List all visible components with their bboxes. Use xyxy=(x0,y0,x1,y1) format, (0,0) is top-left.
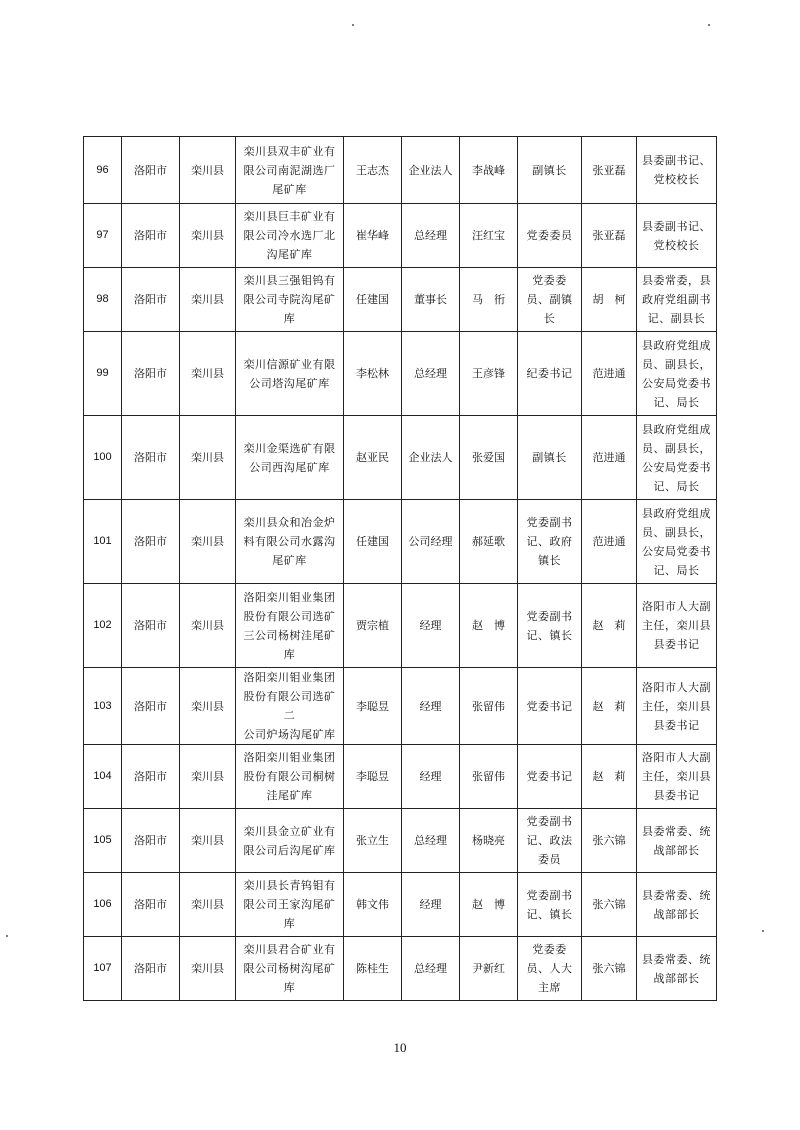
county-responsible-title: 县委常委、统 战部部长 xyxy=(637,937,717,1001)
county-responsible-person: 张六锦 xyxy=(582,937,637,1001)
enterprise-responsible-title: 经理 xyxy=(402,668,460,745)
city-cell: 洛阳市 xyxy=(122,873,180,937)
row-number: 107 xyxy=(84,937,122,1001)
county-cell: 栾川县 xyxy=(180,873,236,937)
county-responsible-person: 张六锦 xyxy=(582,873,637,937)
tailings-pond-name: 栾川县众和冶金炉 料有限公司水露沟 尾矿库 xyxy=(236,500,344,584)
township-responsible-title: 党委副书 记、镇长 xyxy=(518,584,582,668)
tailings-responsibility-table xyxy=(83,136,717,1001)
county-responsible-person: 赵 莉 xyxy=(582,668,637,745)
table-row xyxy=(84,500,717,584)
county-responsible-title: 县政府党组成 员、副县长， 公安局党委书 记、局长 xyxy=(637,500,717,584)
township-responsible-person: 杨晓亮 xyxy=(460,809,518,873)
row-number: 98 xyxy=(84,268,122,332)
township-responsible-title: 党委书记 xyxy=(518,745,582,809)
county-responsible-person: 赵 莉 xyxy=(582,745,637,809)
city-cell: 洛阳市 xyxy=(122,137,180,204)
enterprise-responsible-title: 经理 xyxy=(402,584,460,668)
tailings-pond-name: 栾川县君合矿业有 限公司杨树沟尾矿 库 xyxy=(236,937,344,1001)
row-number: 106 xyxy=(84,873,122,937)
enterprise-responsible-person: 陈桂生 xyxy=(344,937,402,1001)
enterprise-responsible-person: 崔华峰 xyxy=(344,204,402,268)
county-cell: 栾川县 xyxy=(180,500,236,584)
city-cell: 洛阳市 xyxy=(122,745,180,809)
township-responsible-title: 纪委书记 xyxy=(518,332,582,416)
table-row xyxy=(84,268,717,332)
township-responsible-title: 党委副书 记、政法 委员 xyxy=(518,809,582,873)
township-responsible-person: 赵 博 xyxy=(460,873,518,937)
township-responsible-title: 党委委 员、人大 主席 xyxy=(518,937,582,1001)
county-responsible-person: 张亚磊 xyxy=(582,137,637,204)
county-cell: 栾川县 xyxy=(180,584,236,668)
table-row xyxy=(84,745,717,809)
township-responsible-person: 郝延歌 xyxy=(460,500,518,584)
county-cell: 栾川县 xyxy=(180,809,236,873)
county-responsible-person: 赵 莉 xyxy=(582,584,637,668)
county-cell: 栾川县 xyxy=(180,268,236,332)
tailings-pond-name: 洛阳栾川钼业集团 股份有限公司选矿二 公司炉场沟尾矿库 xyxy=(236,668,344,745)
enterprise-responsible-person: 赵亚民 xyxy=(344,416,402,500)
table-row xyxy=(84,584,717,668)
scan-speck xyxy=(708,24,710,26)
county-responsible-title: 洛阳市人大副 主任，栾川县 县委书记 xyxy=(637,584,717,668)
tailings-pond-name: 栾川县巨丰矿业有 限公司冷水选厂北 沟尾矿库 xyxy=(236,204,344,268)
city-cell: 洛阳市 xyxy=(122,809,180,873)
county-responsible-title: 洛阳市人大副 主任，栾川县 县委书记 xyxy=(637,745,717,809)
township-responsible-title: 党委委 员、副镇 长 xyxy=(518,268,582,332)
township-responsible-person: 张留伟 xyxy=(460,745,518,809)
county-responsible-person: 张六锦 xyxy=(582,809,637,873)
county-responsible-person: 范进通 xyxy=(582,416,637,500)
county-responsible-person: 范进通 xyxy=(582,500,637,584)
township-responsible-title: 党委委员 xyxy=(518,204,582,268)
enterprise-responsible-title: 经理 xyxy=(402,873,460,937)
township-responsible-person: 马 衎 xyxy=(460,268,518,332)
tailings-pond-name: 栾川县双丰矿业有 限公司南泥湖选厂 尾矿库 xyxy=(236,137,344,204)
enterprise-responsible-person: 韩文伟 xyxy=(344,873,402,937)
enterprise-responsible-title: 董事长 xyxy=(402,268,460,332)
table-row xyxy=(84,332,717,416)
county-cell: 栾川县 xyxy=(180,332,236,416)
enterprise-responsible-title: 总经理 xyxy=(402,937,460,1001)
enterprise-responsible-title: 企业法人 xyxy=(402,137,460,204)
county-cell: 栾川县 xyxy=(180,416,236,500)
table-row xyxy=(84,809,717,873)
county-responsible-title: 县委常委，县 政府党组副书 记、副县长 xyxy=(637,268,717,332)
county-cell: 栾川县 xyxy=(180,937,236,1001)
county-cell: 栾川县 xyxy=(180,204,236,268)
county-responsible-person: 张亚磊 xyxy=(582,204,637,268)
county-cell: 栾川县 xyxy=(180,137,236,204)
row-number: 101 xyxy=(84,500,122,584)
township-responsible-title: 党委副书 记、镇长 xyxy=(518,873,582,937)
county-responsible-title: 县委常委、统 战部部长 xyxy=(637,809,717,873)
tailings-pond-name: 栾川县三强钼钨有 限公司寺院沟尾矿 库 xyxy=(236,268,344,332)
tailings-pond-name: 栾川县金立矿业有 限公司后沟尾矿库 xyxy=(236,809,344,873)
township-responsible-title: 副镇长 xyxy=(518,416,582,500)
table-row xyxy=(84,137,717,204)
township-responsible-person: 王彦锋 xyxy=(460,332,518,416)
city-cell: 洛阳市 xyxy=(122,416,180,500)
enterprise-responsible-title: 公司经理 xyxy=(402,500,460,584)
enterprise-responsible-person: 王志杰 xyxy=(344,137,402,204)
enterprise-responsible-person: 李松林 xyxy=(344,332,402,416)
enterprise-responsible-person: 李聪昱 xyxy=(344,745,402,809)
row-number: 100 xyxy=(84,416,122,500)
township-responsible-person: 李战峰 xyxy=(460,137,518,204)
county-responsible-title: 县委副书记、 党校校长 xyxy=(637,137,717,204)
enterprise-responsible-title: 总经理 xyxy=(402,332,460,416)
table-row xyxy=(84,668,717,745)
tailings-pond-name: 洛阳栾川钼业集团 股份有限公司选矿 三公司杨树洼尾矿 库 xyxy=(236,584,344,668)
table-row xyxy=(84,937,717,1001)
city-cell: 洛阳市 xyxy=(122,584,180,668)
row-number: 102 xyxy=(84,584,122,668)
county-responsible-title: 县政府党组成 员、副县长， 公安局党委书 记、局长 xyxy=(637,416,717,500)
row-number: 97 xyxy=(84,204,122,268)
township-responsible-title: 党委副书 记、政府 镇长 xyxy=(518,500,582,584)
city-cell: 洛阳市 xyxy=(122,332,180,416)
county-responsible-title: 洛阳市人大副 主任，栾川县 县委书记 xyxy=(637,668,717,745)
enterprise-responsible-person: 任建国 xyxy=(344,500,402,584)
county-responsible-person: 胡 柯 xyxy=(582,268,637,332)
city-cell: 洛阳市 xyxy=(122,937,180,1001)
township-responsible-person: 赵 博 xyxy=(460,584,518,668)
city-cell: 洛阳市 xyxy=(122,204,180,268)
page-number: 10 xyxy=(393,1040,407,1055)
enterprise-responsible-person: 张立生 xyxy=(344,809,402,873)
enterprise-responsible-title: 总经理 xyxy=(402,204,460,268)
row-number: 104 xyxy=(84,745,122,809)
township-responsible-person: 张留伟 xyxy=(460,668,518,745)
township-responsible-person: 张爱国 xyxy=(460,416,518,500)
enterprise-responsible-title: 经理 xyxy=(402,745,460,809)
county-responsible-title: 县政府党组成 员、副县长， 公安局党委书 记、局长 xyxy=(637,332,717,416)
row-number: 105 xyxy=(84,809,122,873)
row-number: 103 xyxy=(84,668,122,745)
scan-speck xyxy=(762,930,764,932)
township-responsible-title: 党委书记 xyxy=(518,668,582,745)
enterprise-responsible-person: 任建国 xyxy=(344,268,402,332)
table-row xyxy=(84,873,717,937)
township-responsible-person: 尹新红 xyxy=(460,937,518,1001)
enterprise-responsible-title: 总经理 xyxy=(402,809,460,873)
enterprise-responsible-title: 企业法人 xyxy=(402,416,460,500)
scan-speck xyxy=(6,935,8,937)
row-number: 96 xyxy=(84,137,122,204)
enterprise-responsible-person: 李聪昱 xyxy=(344,668,402,745)
tailings-pond-name: 洛阳栾川钼业集团 股份有限公司桐树 洼尾矿库 xyxy=(236,745,344,809)
city-cell: 洛阳市 xyxy=(122,668,180,745)
tailings-pond-name: 栾川金渠选矿有限 公司西沟尾矿库 xyxy=(236,416,344,500)
county-responsible-person: 范进通 xyxy=(582,332,637,416)
county-responsible-title: 县委常委、统 战部部长 xyxy=(637,873,717,937)
city-cell: 洛阳市 xyxy=(122,268,180,332)
township-responsible-title: 副镇长 xyxy=(518,137,582,204)
scan-speck xyxy=(352,24,354,26)
county-responsible-title: 县委副书记、 党校校长 xyxy=(637,204,717,268)
row-number: 99 xyxy=(84,332,122,416)
city-cell: 洛阳市 xyxy=(122,500,180,584)
tailings-pond-name: 栾川信源矿业有限 公司塔沟尾矿库 xyxy=(236,332,344,416)
table-row xyxy=(84,204,717,268)
tailings-pond-name: 栾川县长青钨钼有 限公司王家沟尾矿 库 xyxy=(236,873,344,937)
county-cell: 栾川县 xyxy=(180,668,236,745)
table-row xyxy=(84,416,717,500)
enterprise-responsible-person: 贾宗植 xyxy=(344,584,402,668)
township-responsible-person: 汪红宝 xyxy=(460,204,518,268)
county-cell: 栾川县 xyxy=(180,745,236,809)
